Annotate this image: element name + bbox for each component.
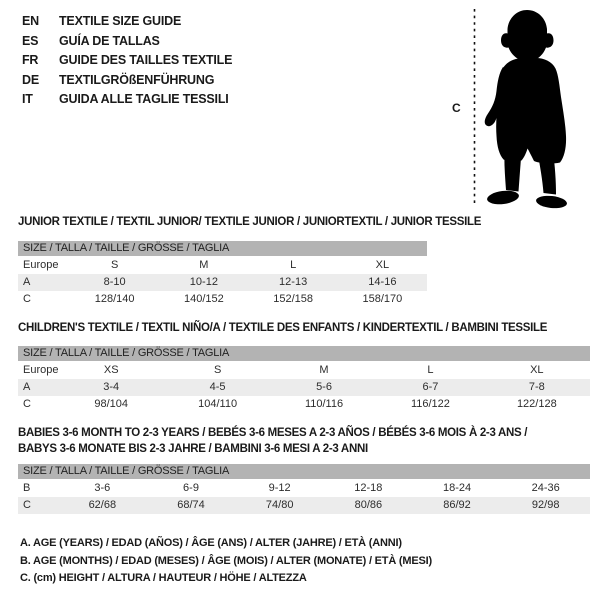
language-row bbox=[22, 51, 232, 71]
size-cell: XS bbox=[103, 364, 119, 376]
height-cell: 80/86 bbox=[354, 499, 383, 511]
language-code: IT bbox=[22, 92, 33, 106]
language-label: GUÍA DE TALLAS bbox=[59, 33, 160, 48]
language-row bbox=[22, 90, 232, 110]
height-measure-label: C bbox=[452, 101, 461, 115]
table-row-age bbox=[18, 274, 427, 291]
height-cell: 68/74 bbox=[177, 499, 205, 511]
language-row bbox=[22, 32, 232, 52]
height-cell: 128/140 bbox=[94, 293, 135, 305]
height-cell: 110/116 bbox=[304, 398, 344, 410]
babies-section-title bbox=[18, 425, 527, 457]
size-header-bar: SIZE / TALLA / TAILLE / GRÖSSE / TAGLIA bbox=[18, 464, 590, 479]
size-cell: L bbox=[427, 364, 434, 376]
size-cell: S bbox=[110, 259, 119, 271]
row-label: Europe bbox=[23, 259, 59, 271]
height-cell: 74/80 bbox=[265, 499, 294, 511]
babies-section-title-line2: BABYS 3-6 MONATE BIS 2-3 JAHRE / BAMBINI 3-6 MESI A 2-3 ANNI bbox=[18, 443, 368, 455]
age-cell: 10-12 bbox=[189, 276, 218, 288]
language-code: DE bbox=[22, 72, 39, 87]
row-label: C bbox=[23, 293, 31, 305]
language-code: EN bbox=[22, 14, 39, 28]
row-label: C bbox=[23, 499, 31, 511]
height-cell: 122/128 bbox=[516, 398, 557, 410]
height-cell: 86/92 bbox=[443, 499, 471, 511]
table-row-age-months bbox=[18, 480, 590, 497]
table-row-europe bbox=[18, 362, 590, 379]
age-cell: 8-10 bbox=[103, 276, 126, 288]
table-row-height bbox=[18, 497, 590, 514]
toddler-silhouette-icon bbox=[470, 0, 600, 215]
language-code: FR bbox=[22, 53, 39, 67]
height-cell: 158/170 bbox=[362, 293, 403, 305]
height-cell: 92/98 bbox=[531, 499, 560, 511]
children-size-table bbox=[18, 346, 590, 413]
size-cell: XL bbox=[530, 364, 544, 376]
legend-note-a: A. AGE (YEARS) / EDAD (AÑOS) / ÂGE (ANS) / ALTER (JAHRE) / ETÀ (ANNI) bbox=[20, 537, 402, 549]
children-section-title: CHILDREN'S TEXTILE / TEXTIL NIÑO/A / TEXTILE DES ENFANTS / KINDERTEXTIL / BAMBINI TESSILE bbox=[18, 322, 548, 334]
babies-section-title-line1: BABIES 3-6 MONTH TO 2-3 YEARS / BEBÉS 3-6 MESES A 2-3 AÑOS / BÉBÉS 3-6 MOIS À 2-3 ANS / bbox=[18, 427, 528, 439]
row-label: A bbox=[23, 276, 31, 288]
age-cell: 3-6 bbox=[94, 482, 111, 494]
table-row-age bbox=[18, 379, 590, 396]
babies-size-table bbox=[18, 464, 590, 514]
age-cell: 6-7 bbox=[422, 381, 439, 393]
size-header-bar: SIZE / TALLA / TAILLE / GRÖSSE / TAGLIA bbox=[18, 346, 590, 361]
language-code: ES bbox=[22, 33, 39, 48]
size-cell: XL bbox=[375, 259, 390, 271]
row-label: B bbox=[23, 482, 31, 494]
table-row-height bbox=[18, 291, 427, 308]
row-label: C bbox=[23, 398, 31, 410]
language-list bbox=[22, 12, 232, 110]
size-cell: L bbox=[290, 259, 297, 271]
age-cell: 12-13 bbox=[279, 276, 308, 288]
junior-size-table bbox=[18, 241, 427, 308]
junior-section-title: JUNIOR TEXTILE / TEXTIL JUNIOR/ TEXTILE JUNIOR / JUNIORTEXTIL / JUNIOR TESSILE bbox=[18, 216, 482, 228]
table-row-europe bbox=[18, 257, 427, 274]
height-cell: 62/68 bbox=[88, 499, 117, 511]
height-cell: 98/104 bbox=[94, 398, 129, 410]
language-row bbox=[22, 71, 232, 91]
legend-note-c: C. (cm) HEIGHT / ALTURA / HAUTEUR / HÖHE / ALTEZZA bbox=[20, 572, 307, 584]
height-cell: 104/110 bbox=[198, 398, 238, 410]
language-row bbox=[22, 12, 232, 32]
language-label: TEXTILGRÖßENFÜHRUNG bbox=[59, 72, 215, 87]
age-cell: 7-8 bbox=[528, 381, 545, 393]
age-cell: 4-5 bbox=[209, 381, 226, 393]
age-cell: 24-36 bbox=[531, 482, 560, 494]
language-label: GUIDA ALLE TAGLIE TESSILI bbox=[59, 92, 229, 106]
size-cell: M bbox=[319, 364, 329, 376]
height-cell: 140/152 bbox=[183, 293, 224, 305]
age-cell: 18-24 bbox=[442, 482, 472, 494]
age-cell: 3-4 bbox=[103, 381, 120, 393]
legend-notes bbox=[20, 535, 432, 588]
age-cell: 12-18 bbox=[354, 482, 383, 494]
size-cell: S bbox=[213, 364, 222, 376]
size-cell: M bbox=[199, 259, 209, 271]
legend-note-b: B. AGE (MONTHS) / EDAD (MESES) / ÂGE (MOIS) / ALTER (MONATE) / ETÀ (MESI) bbox=[20, 554, 432, 567]
row-label: A bbox=[23, 381, 31, 393]
language-label: GUIDE DES TAILLES TEXTILE bbox=[59, 53, 233, 67]
size-header-bar: SIZE / TALLA / TAILLE / GRÖSSE / TAGLIA bbox=[18, 241, 427, 256]
age-cell: 14-16 bbox=[368, 276, 397, 288]
height-cell: 116/122 bbox=[410, 398, 450, 410]
age-cell: 9-12 bbox=[268, 482, 291, 494]
age-cell: 6-9 bbox=[183, 482, 199, 494]
language-label: TEXTILE SIZE GUIDE bbox=[59, 14, 182, 28]
height-cell: 152/158 bbox=[273, 293, 313, 305]
age-cell: 5-6 bbox=[316, 381, 332, 393]
row-label: Europe bbox=[23, 364, 59, 376]
table-row-height bbox=[18, 396, 590, 413]
